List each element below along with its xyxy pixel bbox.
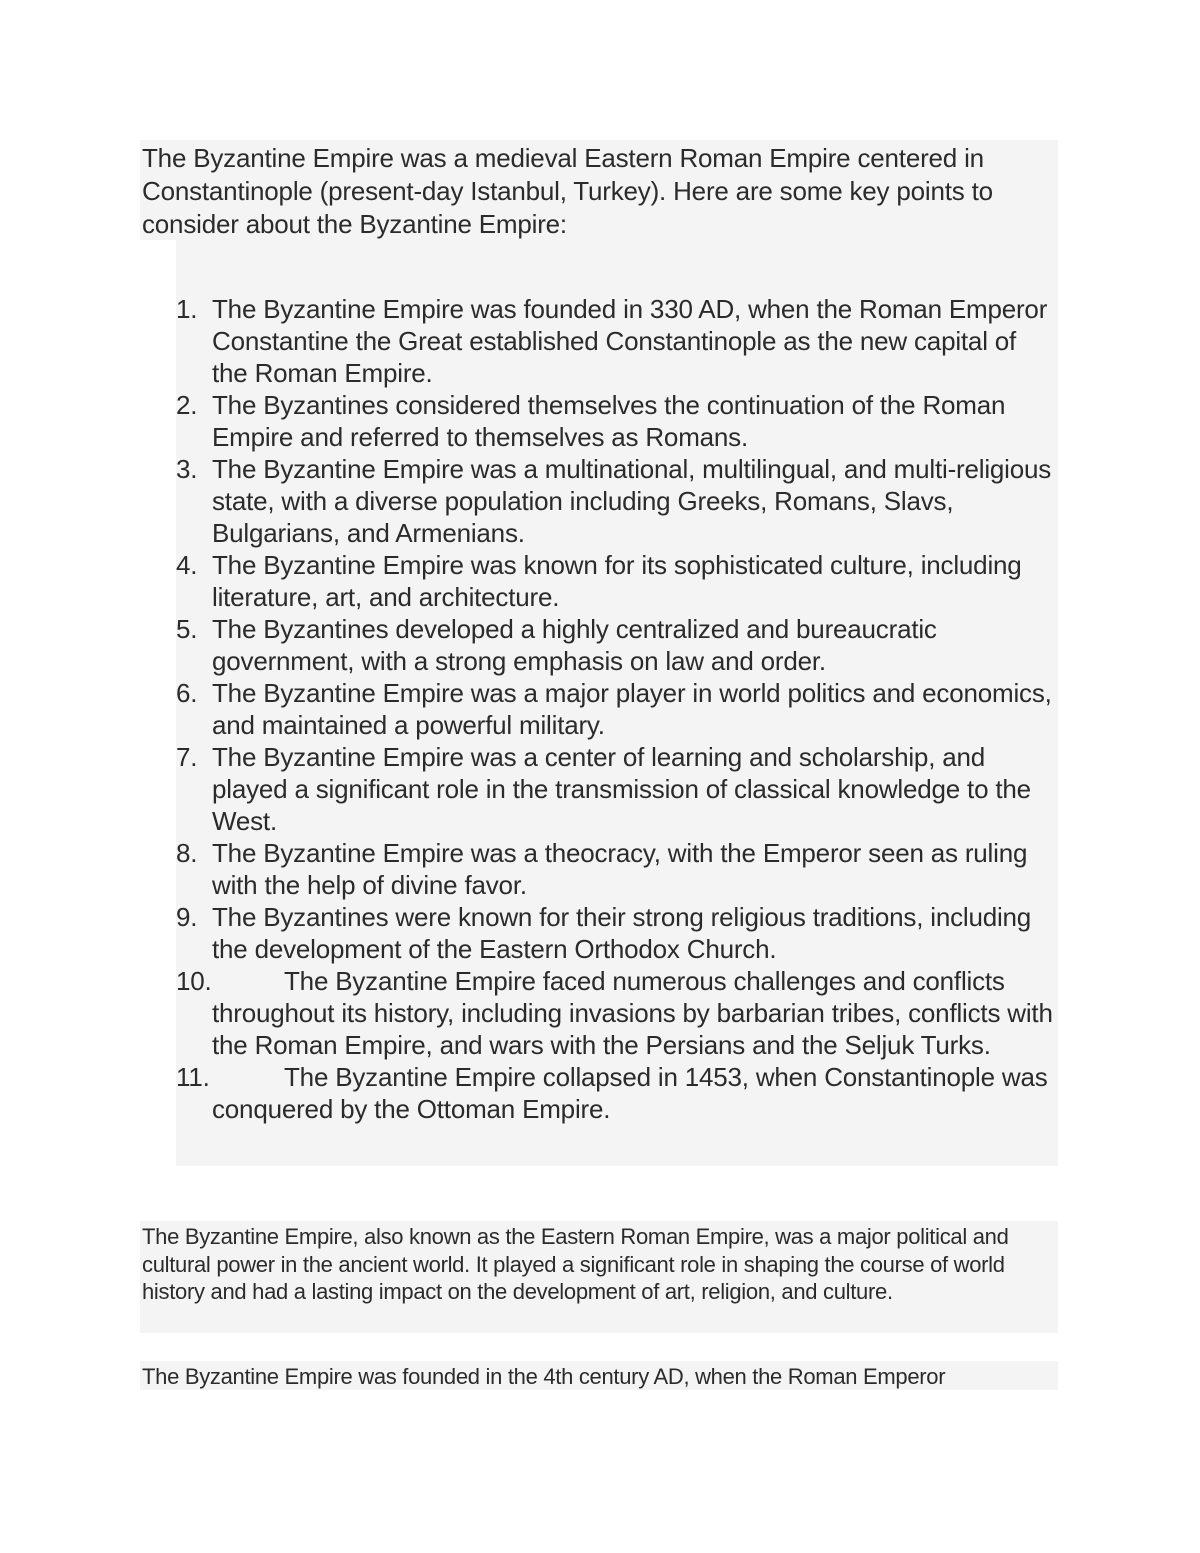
- list-item: [176, 741, 1058, 837]
- list-item-text: The Byzantine Empire collapsed in 1453, when Constantinople was conquered by the Ottoman Empire.: [212, 1062, 1048, 1124]
- list-item: [176, 965, 1058, 1061]
- section2-paragraph-2: The Byzantine Empire was founded in the 4th century AD, when the Roman Emperor: [142, 1364, 946, 1389]
- list-item-text: The Byzantines developed a highly centralized and bureaucratic government, with a strong emphasis on law and order.: [212, 614, 937, 676]
- list-item-text: The Byzantine Empire was a center of learning and scholarship, and played a significant role in the transmission of classical knowledge to the West.: [212, 742, 1031, 836]
- list-item-number: 8.: [176, 838, 198, 868]
- list-item: [176, 293, 1058, 389]
- key-points-list: [176, 293, 1058, 1125]
- list-item-number: 9.: [176, 902, 198, 932]
- list-item-text: The Byzantines were known for their strong religious traditions, including the development of the Eastern Orthodox Church.: [212, 902, 1032, 964]
- list-item: [176, 549, 1058, 613]
- list-item-number: 1.: [176, 294, 198, 324]
- list-item: [176, 613, 1058, 677]
- list-item-text: The Byzantine Empire was founded in 330 AD, when the Roman Emperor Constantine the Great established Constantinople as the new capital of the Roman Empire.: [212, 294, 1048, 388]
- list-item-number: 5.: [176, 614, 198, 644]
- list-item-text: The Byzantine Empire was a theocracy, with the Emperor seen as ruling with the help of divine favor.: [212, 838, 1028, 900]
- section2-paragraph-2-block: [140, 1361, 1058, 1390]
- list-item-text: The Byzantine Empire was a multinational, multilingual, and multi-religious state, with a diverse population including Greeks, Romans, Slavs, Bulgarians, and Armenians.: [212, 454, 1052, 548]
- list-item-number: 3.: [176, 454, 198, 484]
- list-item-text: The Byzantine Empire faced numerous challenges and conflicts throughout its history, including invasions by barbarian tribes, conflicts with the Roman Empire, and wars with the Persians and the Seljuk Turks.: [212, 966, 1053, 1060]
- list-item-text: The Byzantine Empire was a major player in world politics and economics, and maintained a powerful military.: [212, 678, 1052, 740]
- section2-paragraph-1: The Byzantine Empire, also known as the Eastern Roman Empire, was a major political and cultural power in the ancient world. It played a significant role in shaping the course of world history and had a lasting impact on the development of art, religion, and culture.: [142, 1224, 1009, 1304]
- list-item-text: The Byzantines considered themselves the continuation of the Roman Empire and referred to themselves as Romans.: [212, 390, 1006, 452]
- intro-paragraph: The Byzantine Empire was a medieval Eastern Roman Empire centered in Constantinople (present-day Istanbul, Turkey). Here are some key points to consider about the Byzantine Empire:: [142, 143, 993, 239]
- list-item: [176, 901, 1058, 965]
- list-item-number: 10.: [176, 966, 212, 996]
- intro-paragraph-block: [140, 140, 1058, 240]
- list-item: [176, 677, 1058, 741]
- section2-paragraph-block: [140, 1221, 1058, 1333]
- list-item-text: The Byzantine Empire was known for its sophisticated culture, including literature, art, and architecture.: [212, 550, 1022, 612]
- list-item: [176, 1061, 1058, 1125]
- key-points-block: [176, 240, 1058, 1166]
- list-item: [176, 453, 1058, 549]
- list-item-number: 7.: [176, 742, 198, 772]
- list-item-number: 6.: [176, 678, 198, 708]
- list-item: [176, 389, 1058, 453]
- list-item-number: 2.: [176, 390, 198, 420]
- list-item: [176, 837, 1058, 901]
- list-item-number: 4.: [176, 550, 198, 580]
- list-item-number: 11.: [176, 1062, 210, 1092]
